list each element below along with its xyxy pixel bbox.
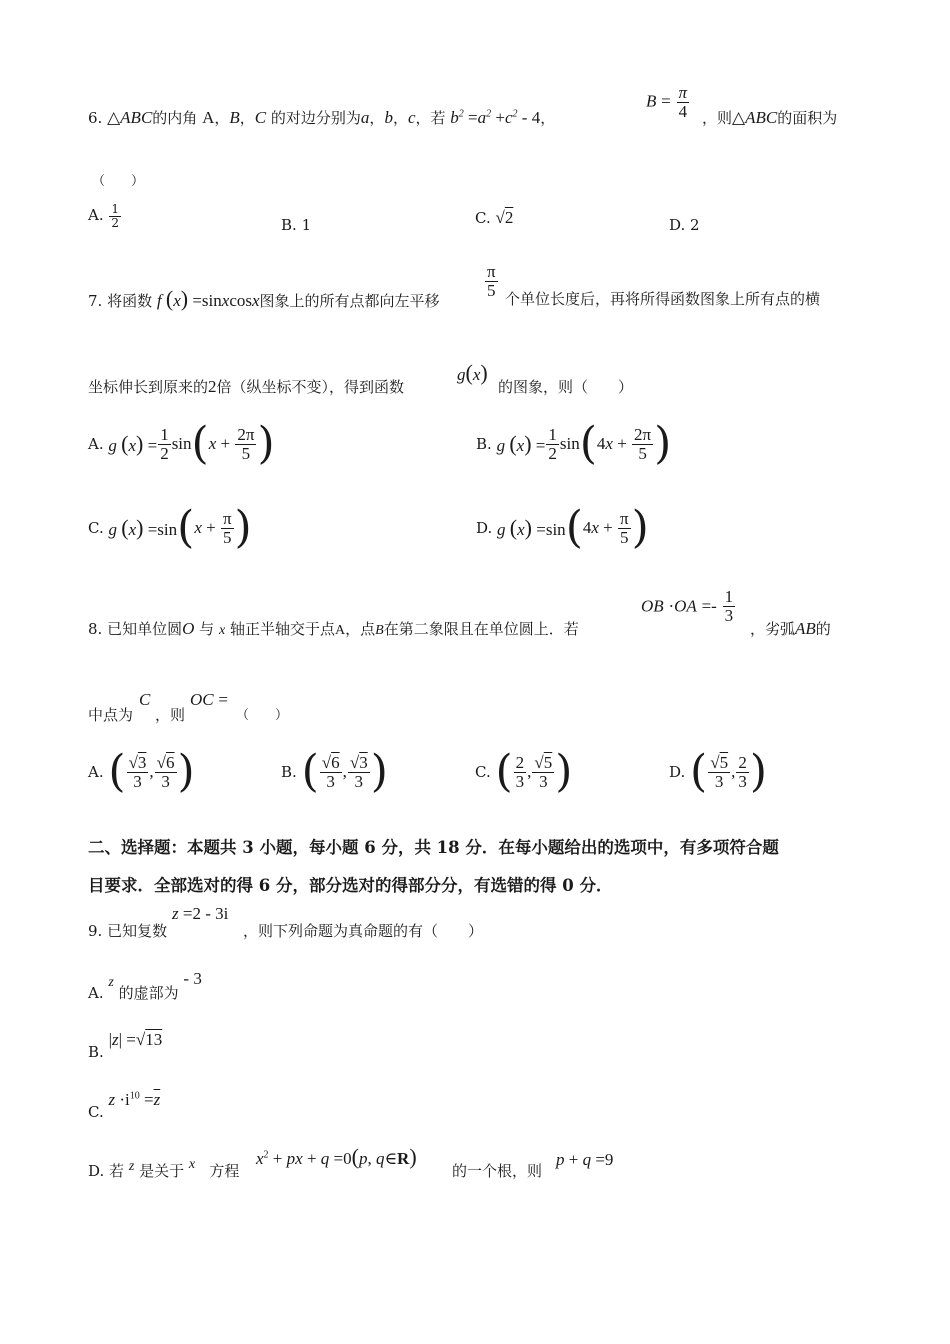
q6-triangle: △ABC xyxy=(107,108,153,127)
q6-equation: $b^2 =a^2 +c^2 - 4$ xyxy=(450,108,541,127)
q8-dot-product: OB ·OA =- $\frac{1}{3}$ xyxy=(641,587,734,625)
q8-OC: OC = xyxy=(190,690,228,709)
q7-number: 7. xyxy=(88,292,103,310)
section-2-line-2: 目要求．全部选对的得 6 分，部分选对的得部分分，有选错的得 0 分． xyxy=(88,876,613,895)
q9-option-C[interactable]: C. $z \cdot i^{10} =\overline{z}$ xyxy=(88,1090,161,1121)
q7-option-A[interactable]: A. g (x) = $\frac{1}{2}$ sin(x + $\frac{2\pi}{5}$ ) xyxy=(88,418,275,469)
q9-option-B[interactable]: B. |z| =√13 xyxy=(88,1030,163,1061)
q7-function-g: g(x) xyxy=(457,360,488,385)
q7-option-D[interactable]: D. g (x) =sin(4x + $\frac{\pi}{5}$ ) xyxy=(476,502,649,553)
q7-option-C[interactable]: C. g (x) =sin(x + $\frac{\pi}{5}$ ) xyxy=(88,502,252,553)
q9-equation: $x^2$ + px + q =0(p, q∈R) xyxy=(256,1144,417,1169)
q6-angle-B: B = $\frac{\pi}{4}$ xyxy=(646,83,688,121)
q9-z-definition: z =2 - 3i xyxy=(172,904,229,923)
q7-shift: $\frac{\pi}{5}$ xyxy=(487,262,496,300)
q8-number: 8. xyxy=(88,620,103,638)
q9-option-D[interactable]: D. 若 z 是关于 x 方程 xyxy=(88,1157,240,1180)
section-2-line-1: 二、选择题：本题共 3 小题，每小题 6 分，共 18 分．在每小题给出的选项中，有多项符合题 xyxy=(88,838,779,857)
q8-point-C: C xyxy=(139,690,151,709)
q8-option-A[interactable]: A. ( $\frac{√3}{3}$ , $\frac{√6}{3}$ ) xyxy=(88,746,195,797)
q6-option-C[interactable]: C. √2 xyxy=(475,208,514,227)
q9-option-A[interactable]: A. z 的虚部为 - 3 xyxy=(88,969,202,1002)
q8-option-D[interactable]: D. ( $\frac{√5}{3}$ , $\frac{2}{3}$ ) xyxy=(669,746,767,797)
q9-number: 9. xyxy=(88,922,103,940)
q8-option-B[interactable]: B. ( $\frac{√6}{3}$ , $\frac{√3}{3}$ ) xyxy=(281,746,388,797)
q6-number: 6. xyxy=(88,109,103,127)
q6-option-D[interactable]: D. 2 xyxy=(669,216,700,234)
q9-pq-result: p + q =9 xyxy=(556,1150,614,1169)
q6-option-A[interactable]: A. $\frac{1}{2}$ xyxy=(88,202,120,230)
q6-option-B[interactable]: B. 1 xyxy=(281,216,312,234)
q6-paren: （ ） xyxy=(92,174,145,189)
q7-option-B[interactable]: B. g (x) = $\frac{1}{2}$ sin(4x + $\frac{2\pi}{5}$ ) xyxy=(476,418,672,469)
q8-option-C[interactable]: C. ( $\frac{2}{3}$ , $\frac{√5}{3}$ ) xyxy=(475,746,573,797)
q7-function-f: f (x) =sinxcosx xyxy=(156,286,260,311)
